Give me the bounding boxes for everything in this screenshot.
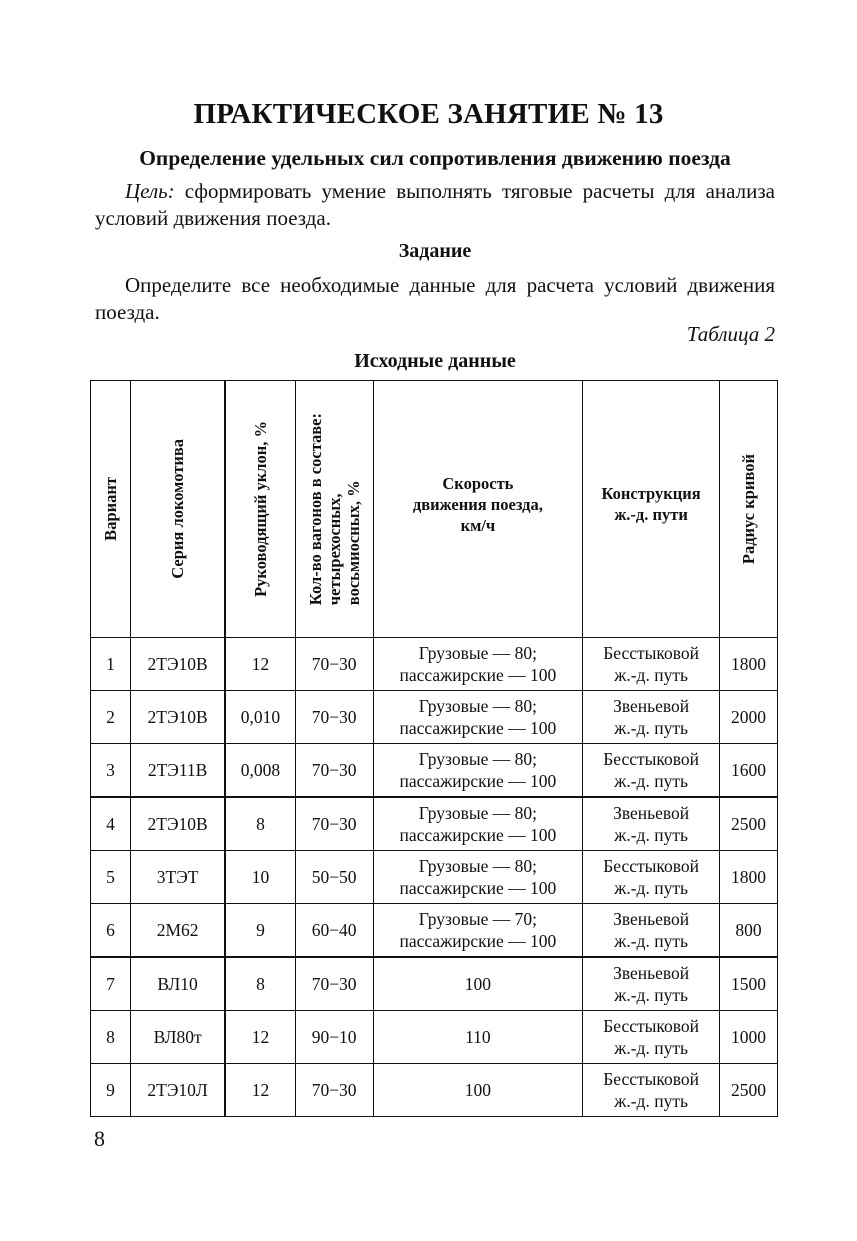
cell-variant: 8 [91,1011,131,1064]
table-row [91,797,778,851]
cell-wagons: 70−30 [295,691,373,744]
table-row [91,691,778,744]
cell-speed: Грузовые — 70; пассажирские — 100 [373,904,583,958]
cell-slope: 12 [225,1011,295,1064]
task-heading: Задание [398,240,472,262]
cell-variant: 7 [91,957,131,1011]
cell-track: Звеньевой ж.-д. путь [583,957,720,1011]
cell-series: 2М62 [130,904,225,958]
cell-wagons: 70−30 [295,957,373,1011]
cell-slope: 8 [225,957,295,1011]
cell-radius: 1000 [720,1011,778,1064]
cell-series: 2ТЭ10Л [130,1064,225,1117]
cell-radius: 800 [720,904,778,958]
header-radius: Радиус кривой [720,381,778,638]
table-row [91,1011,778,1064]
header-series: Серия локомотива [130,381,225,638]
cell-variant: 2 [91,691,131,744]
cell-series: ВЛ10 [130,957,225,1011]
cell-radius: 2000 [720,691,778,744]
goal-text: сформировать умение выполнять тяговые расчеты для анализа условий движения поезда. [95,179,775,230]
cell-slope: 10 [225,851,295,904]
cell-radius: 2500 [720,797,778,851]
cell-track: Бесстыковой ж.-д. путь [583,1011,720,1064]
cell-radius: 1600 [720,744,778,798]
cell-wagons: 90−10 [295,1011,373,1064]
cell-variant: 4 [91,797,131,851]
cell-slope: 0,010 [225,691,295,744]
cell-radius: 1800 [720,638,778,691]
cell-speed: Грузовые — 80; пассажирские — 100 [373,691,583,744]
cell-speed: 110 [373,1011,583,1064]
table-row [91,957,778,1011]
goal-paragraph [95,178,775,232]
table-row [91,1064,778,1117]
cell-series: 2ТЭ10В [130,691,225,744]
table-row [91,904,778,958]
cell-track: Звеньевой ж.-д. путь [583,797,720,851]
cell-radius: 1800 [720,851,778,904]
cell-variant: 1 [91,638,131,691]
cell-variant: 9 [91,1064,131,1117]
cell-variant: 5 [91,851,131,904]
header-slope: Руководящий уклон, % [225,381,295,638]
cell-slope: 12 [225,1064,295,1117]
cell-track: Звеньевой ж.-д. путь [583,691,720,744]
table-header-row [91,381,778,638]
cell-series: 2ТЭ11В [130,744,225,798]
cell-wagons: 70−30 [295,638,373,691]
cell-speed: Грузовые — 80; пассажирские — 100 [373,851,583,904]
header-variant: Вариант [91,381,131,638]
page-subtitle: Определение удельных сил сопротивления движению поезда [139,146,731,170]
cell-track: Бесстыковой ж.-д. путь [583,744,720,798]
task-paragraph [95,272,775,326]
cell-slope: 12 [225,638,295,691]
cell-wagons: 50−50 [295,851,373,904]
cell-slope: 9 [225,904,295,958]
cell-variant: 6 [91,904,131,958]
cell-track: Бесстыковой ж.-д. путь [583,851,720,904]
cell-slope: 8 [225,797,295,851]
cell-wagons: 70−30 [295,1064,373,1117]
page-title: ПРАКТИЧЕСКОЕ ЗАНЯТИЕ № 13 [193,98,664,130]
cell-radius: 1500 [720,957,778,1011]
cell-series: ВЛ80т [130,1011,225,1064]
header-wagons: Кол-во вагонов в составе: четырехосных, восьмиосных, % [295,381,373,638]
cell-speed: 100 [373,1064,583,1117]
task-text: Определите все необходимые данные для расчета условий движения поезда. [95,273,775,324]
cell-track: Бесстыковой ж.-д. путь [583,638,720,691]
table-row [91,851,778,904]
cell-speed: 100 [373,957,583,1011]
cell-wagons: 60−40 [295,904,373,958]
cell-speed: Грузовые — 80; пассажирские — 100 [373,744,583,798]
header-track: Конструкция ж.-д. пути [583,381,720,638]
goal-label: Цель: [125,179,175,203]
cell-track: Бесстыковой ж.-д. путь [583,1064,720,1117]
cell-series: 2ТЭ10В [130,638,225,691]
table-row [91,744,778,798]
cell-series: 3ТЭТ [130,851,225,904]
cell-variant: 3 [91,744,131,798]
page-number: 8 [94,1126,105,1151]
cell-radius: 2500 [720,1064,778,1117]
cell-wagons: 70−30 [295,797,373,851]
table-label: Таблица 2 [686,322,775,346]
cell-series: 2ТЭ10В [130,797,225,851]
cell-speed: Грузовые — 80; пассажирские — 100 [373,638,583,691]
cell-speed: Грузовые — 80; пассажирские — 100 [373,797,583,851]
cell-slope: 0,008 [225,744,295,798]
cell-track: Звеньевой ж.-д. путь [583,904,720,958]
table-row [91,638,778,691]
cell-wagons: 70−30 [295,744,373,798]
header-speed: Скорость движения поезда, км/ч [373,381,583,638]
source-data-table [90,380,778,1117]
table-title: Исходные данные [354,350,516,372]
